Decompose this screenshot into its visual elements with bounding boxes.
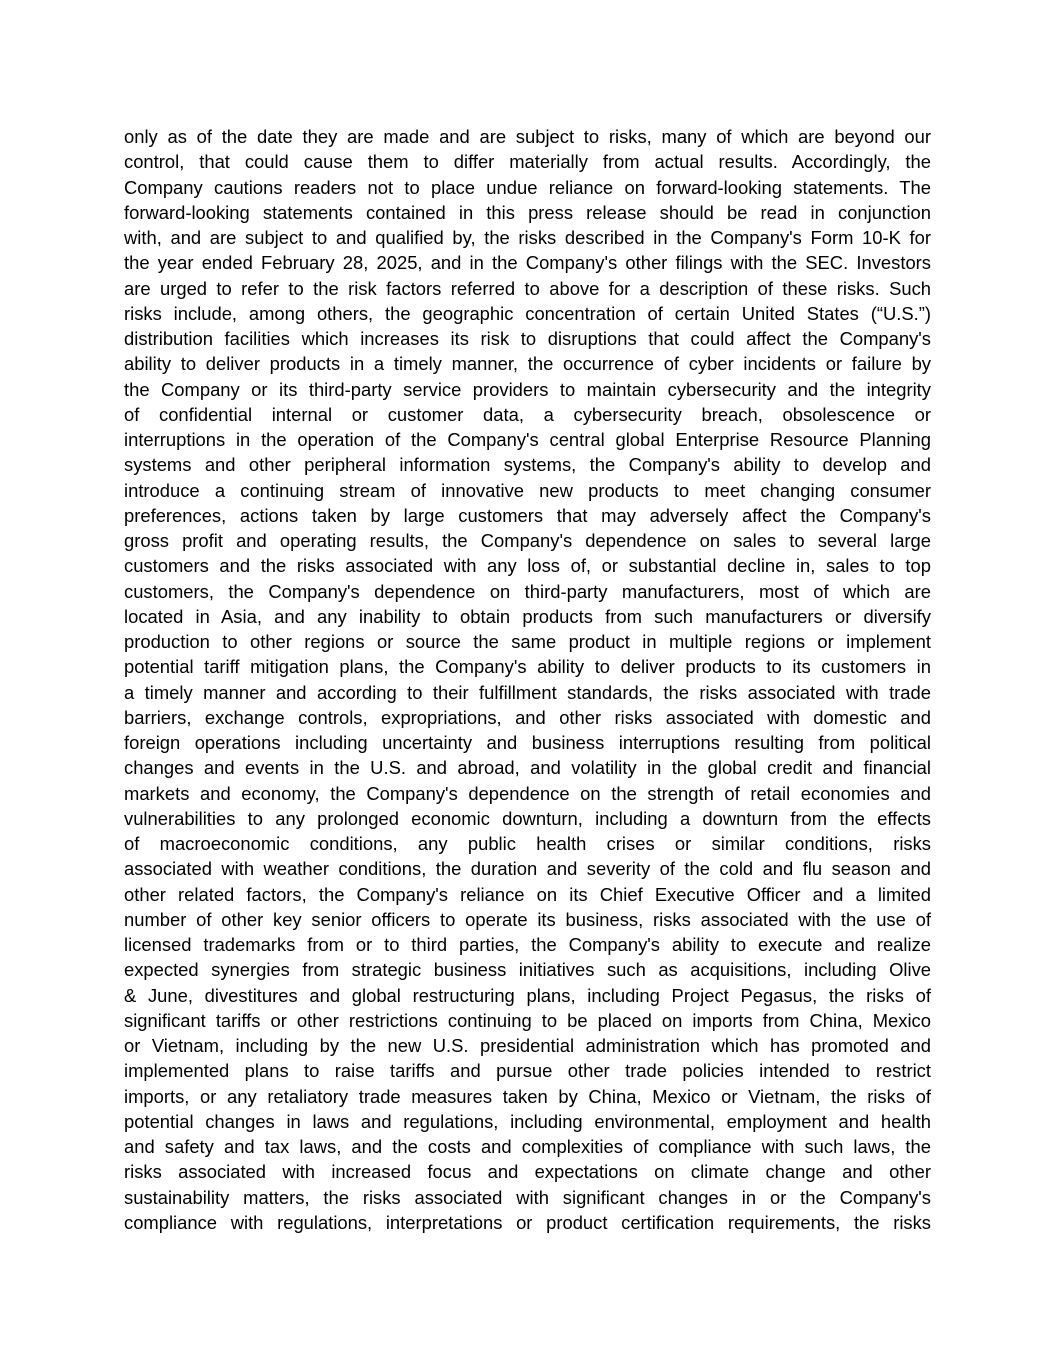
paragraph-line: licensed trademarks from or to third parties, the Company's ability to execute and realize xyxy=(124,934,931,955)
paragraph-line: & June, divestitures and global restructuring plans, including Project Pegasus, the risks of xyxy=(124,984,931,1006)
paragraph-line: forward-looking statements contained in this press release should be read in conjunction xyxy=(124,201,931,223)
body-paragraph xyxy=(124,124,931,1235)
paragraph-line: of confidential internal or customer data, a cybersecurity breach, obsolescence or xyxy=(124,403,931,425)
paragraph-line: interruptions in the operation of the Company's central global Enterprise Resource Planning xyxy=(124,429,931,450)
paragraph-line: changes and events in the U.S. and abroad, and volatility in the global credit and financial xyxy=(124,757,931,779)
paragraph-line: compliance with regulations, interpretations or product certification requirements, the risks xyxy=(124,1211,931,1233)
paragraph-line: production to other regions or source the same product in multiple regions or implement xyxy=(124,631,931,652)
paragraph-line: customers, the Company's dependence on third-party manufacturers, most of which are xyxy=(124,580,931,602)
paragraph-line: gross profit and operating results, the Company's dependence on sales to several large xyxy=(124,530,931,551)
paragraph-line: imports, or any retaliatory trade measures taken by China, Mexico or Vietnam, the risks of xyxy=(124,1085,931,1107)
paragraph-line: systems and other peripheral information systems, the Company's ability to develop and xyxy=(124,454,931,476)
paragraph-line: a timely manner and according to their fulfillment standards, the risks associated with trade xyxy=(124,681,931,703)
paragraph-line: preferences, actions taken by large customers that may adversely affect the Company's xyxy=(124,504,931,526)
paragraph-line: vulnerabilities to any prolonged economic downturn, including a downturn from the effects xyxy=(124,807,931,829)
paragraph-line: barriers, exchange controls, expropriations, and other risks associated with domestic and xyxy=(124,706,931,728)
paragraph-line: sustainability matters, the risks associated with significant changes in or the Company's xyxy=(124,1186,931,1208)
paragraph-line: Company cautions readers not to place undue reliance on forward-looking statements. The xyxy=(124,176,931,198)
paragraph-line: other related factors, the Company's reliance on its Chief Executive Officer and a limited xyxy=(124,883,931,905)
paragraph-line: introduce a continuing stream of innovative new products to meet changing consumer xyxy=(124,479,931,501)
paragraph-line: customers and the risks associated with any loss of, or substantial decline in, sales to top xyxy=(124,555,931,577)
paragraph-line: or Vietnam, including by the new U.S. presidential administration which has promoted and xyxy=(124,1035,931,1056)
paragraph-line: potential changes in laws and regulations, including environmental, employment and health xyxy=(124,1110,931,1132)
paragraph-line: number of other key senior officers to operate its business, risks associated with the use of xyxy=(124,908,931,930)
paragraph-line: the Company or its third-party service providers to maintain cybersecurity and the integrity xyxy=(124,378,931,400)
paragraph-line: significant tariffs or other restrictions continuing to be placed on imports from China, Mexico xyxy=(124,1009,931,1031)
paragraph-line: control, that could cause them to differ materially from actual results. Accordingly, the xyxy=(124,151,931,173)
paragraph-line: with, and are subject to and qualified by, the risks described in the Company's Form 10-K for xyxy=(124,227,931,248)
paragraph-line: only as of the date they are made and are subject to risks, many of which are beyond our xyxy=(124,126,931,147)
paragraph-line: distribution facilities which increases its risk to disruptions that could affect the Company's xyxy=(124,328,931,349)
paragraph-line: expected synergies from strategic business initiatives such as acquisitions, including Olive xyxy=(124,959,931,981)
paragraph-line: foreign operations including uncertainty and business interruptions resulting from political xyxy=(124,732,931,753)
paragraph-line: and safety and tax laws, and the costs and complexities of compliance with such laws, the xyxy=(124,1136,931,1157)
paragraph-line: risks include, among others, the geographic concentration of certain United States (“U.S.”) xyxy=(124,302,931,324)
paragraph-line: are urged to refer to the risk factors referred to above for a description of these risks. Such xyxy=(124,277,931,299)
paragraph-line: potential tariff mitigation plans, the Company's ability to deliver products to its customers in xyxy=(124,656,931,678)
paragraph-line: the year ended February 28, 2025, and in the Company's other filings with the SEC. Investors xyxy=(124,252,931,274)
paragraph-line: located in Asia, and any inability to obtain products from such manufacturers or diversify xyxy=(124,605,931,627)
paragraph-line: risks associated with increased focus and expectations on climate change and other xyxy=(124,1161,931,1183)
paragraph-line: of macroeconomic conditions, any public health crises or similar conditions, risks xyxy=(124,833,931,854)
paragraph-line: associated with weather conditions, the duration and severity of the cold and flu season and xyxy=(124,858,931,880)
paragraph-line: implemented plans to raise tariffs and pursue other trade policies intended to restrict xyxy=(124,1060,931,1082)
paragraph-line: ability to deliver products in a timely manner, the occurrence of cyber incidents or failure by xyxy=(124,353,931,375)
paragraph-line: markets and economy, the Company's dependence on the strength of retail economies and xyxy=(124,782,931,804)
